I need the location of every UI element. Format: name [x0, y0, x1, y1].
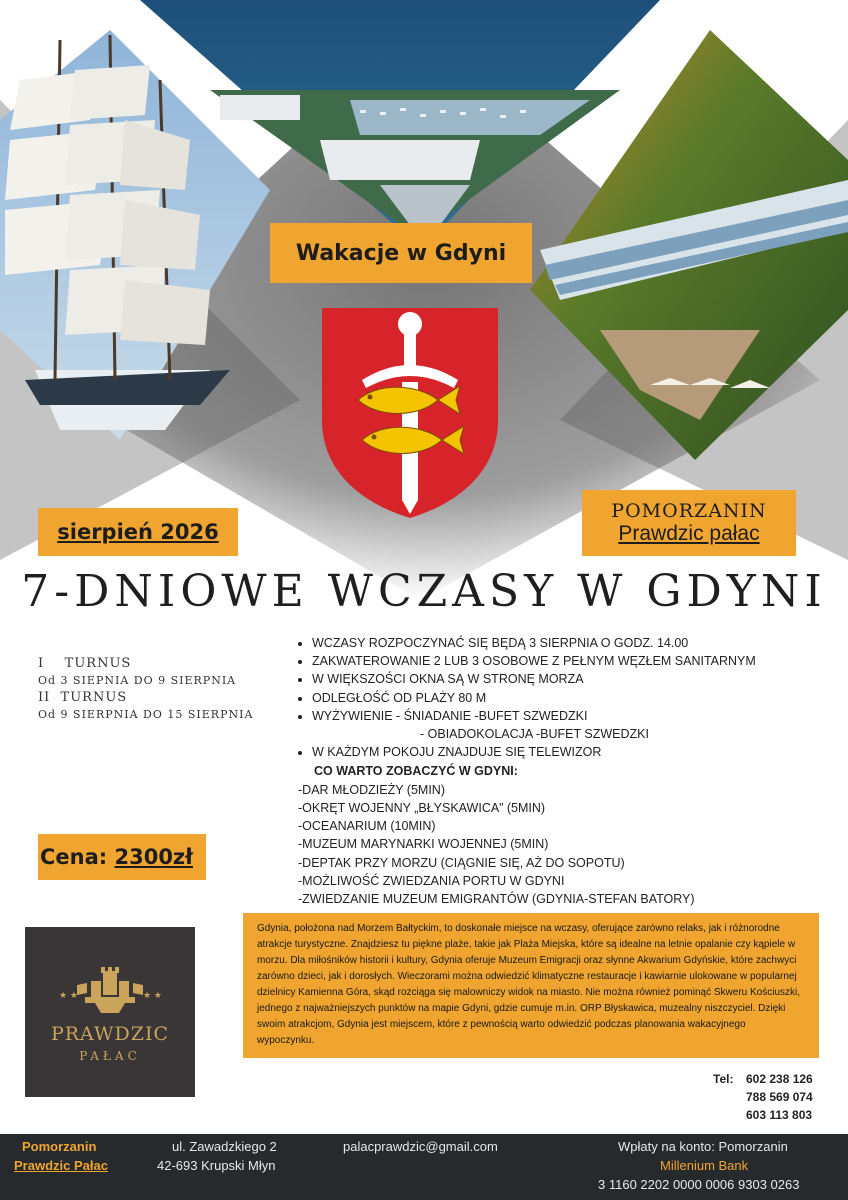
- footer-email-link[interactable]: palacprawdzic@gmail.com: [343, 1139, 498, 1154]
- sight-item: -ZWIEDZANIE MUZEUM EMIGRANTÓW (GDYNIA-STEFAN BATORY): [298, 892, 695, 906]
- phone-number[interactable]: 602 238 126: [746, 1072, 813, 1086]
- phone-number[interactable]: 788 569 074: [746, 1090, 813, 1104]
- footer-venue-line2[interactable]: Prawdzic Pałac: [14, 1158, 108, 1173]
- phone-number[interactable]: 603 113 803: [746, 1108, 813, 1122]
- description-text: Gdynia, położona nad Morzem Bałtyckim, to doskonałe miejsce na wczasy, oferujące zarówno relaks, jak i różnorodne atrakcje turystyczne. Znajdziesz tu piękne plaże, takie jak Plaża Miejska, które są idealne na letnie opalanie czy kąpiele w morzu. Dla miłośników historii i kultury, Gdynia oferuje Muzeum Emigracji oraz słynne Akwarium Gdyńskie, które zachwyci zarówno dzieci, jak i dorosłych. Wieczorami można odwiedzić klimatyczne restauracje i kawiarnie ulokowane w popularnej dzielnicy Kamienna Góra, skąd rozciąga się malowniczy widok na miasto. Nie można również pominąć Skweru Kościuszki, jednego z najważniejszych punktów na mapie Gdyni, gdzie cumuje m.in. ORP Błyskawica, muzealny niszczyciel. Dzięki swoim atrakcjom, Gdynia jest miejscem, które z pewnością warto odwiedzić podczas planowania wakacyjnego wypoczynku.: [257, 923, 801, 1046]
- sights-heading: CO WARTO ZOBACZYĆ W GDYNI:: [314, 764, 518, 778]
- main-title: 7-DNIOWE WCZASY W GDYNI: [21, 566, 827, 617]
- turnus-1-label: I TURNUS: [38, 656, 132, 671]
- sight-item: -MOŻLIWOŚĆ ZWIEDZANIA PORTU W GDYNI: [298, 874, 565, 888]
- tel-label: Tel:: [713, 1072, 734, 1086]
- logo-stars-left: ★ ★: [59, 991, 78, 1001]
- footer-bank-line2: Millenium Bank: [660, 1158, 749, 1173]
- turnus-2-label: II TURNUS: [38, 690, 128, 705]
- logo-stars-right: ★ ★: [143, 991, 162, 1001]
- fact-item: • W KAŻDYM POKOJU ZNAJDUJE SIĘ TELEWIZOR: [312, 743, 832, 761]
- fact-item: • W WIĘKSZOŚCI OKNA SĄ W STRONĘ MORZA: [312, 670, 832, 688]
- fact-item: • ODLEGŁOŚĆ OD PLAŻY 80 M: [312, 689, 832, 707]
- price-badge: [38, 834, 206, 880]
- castle-emblem-icon: [75, 961, 145, 1013]
- venue-badge: [582, 490, 796, 556]
- sight-item: -DAR MŁODZIEŻY (5MIN): [298, 783, 445, 797]
- turnus-2-dates: Od 9 SIERPNIA DO 15 SIERPNIA: [38, 708, 254, 721]
- turnus-1-dates: Od 3 SIEPNIA DO 9 SIERPNIA: [38, 674, 237, 687]
- gdynia-coat-of-arms-icon: [318, 300, 502, 522]
- logo-name: PRAWDZIC: [50, 1023, 170, 1045]
- date-badge: [38, 508, 238, 556]
- facts-list: [296, 634, 832, 725]
- sight-item: -DEPTAK PRZY MORZU (CIĄGNIE SIĘ, AŻ DO SOPOTU): [298, 856, 625, 870]
- holiday-title-badge: [270, 223, 532, 283]
- meal-extra: - OBIADOKOLACJA -BUFET SZWEDZKI: [420, 727, 649, 741]
- footer-bank-line1: Wpłaty na konto: Pomorzanin: [618, 1139, 788, 1154]
- facts-list-tv: [296, 743, 832, 761]
- sight-item: -OCEANARIUM (10MIN): [298, 819, 436, 833]
- footer-venue-line1: Pomorzanin: [22, 1139, 97, 1154]
- fact-item: • WYŻYWIENIE - ŚNIADANIE -BUFET SZWEDZKI: [312, 707, 832, 725]
- fact-item: • ZAKWATEROWANIE 2 LUB 3 OSOBOWE Z PEŁNYM WĘZŁEM SANITARNYM: [312, 652, 832, 670]
- venue-name-line1: POMORZANIN: [611, 500, 767, 522]
- description-box: [243, 913, 819, 1058]
- price-value: 2300zł: [114, 845, 193, 869]
- footer-bar: [0, 1134, 848, 1200]
- footer-bank-account: 3 1160 2202 0000 0006 9303 0263: [598, 1177, 800, 1192]
- venue-name-line2: Prawdzic pałac: [618, 522, 760, 545]
- price-label: Cena:: [40, 845, 115, 869]
- fact-item: • WCZASY ROZPOCZYNAĆ SIĘ BĘDĄ 3 SIERPNIA O GODZ. 14.00: [312, 634, 832, 652]
- prawdzic-logo: [25, 927, 195, 1097]
- footer-address-line1: ul. Zawadzkiego 2: [172, 1139, 277, 1154]
- sight-item: -MUZEUM MARYNARKI WOJENNEJ (5MIN): [298, 837, 549, 851]
- logo-sub: PAŁAC: [79, 1049, 141, 1063]
- holiday-title-text: Wakacje w Gdyni: [295, 240, 507, 266]
- footer-address-line2: 42-693 Krupski Młyn: [157, 1158, 276, 1173]
- sight-item: -OKRĘT WOJENNY „BŁYSKAWICA” (5MIN): [298, 801, 546, 815]
- date-badge-text: sierpień 2026: [57, 520, 219, 544]
